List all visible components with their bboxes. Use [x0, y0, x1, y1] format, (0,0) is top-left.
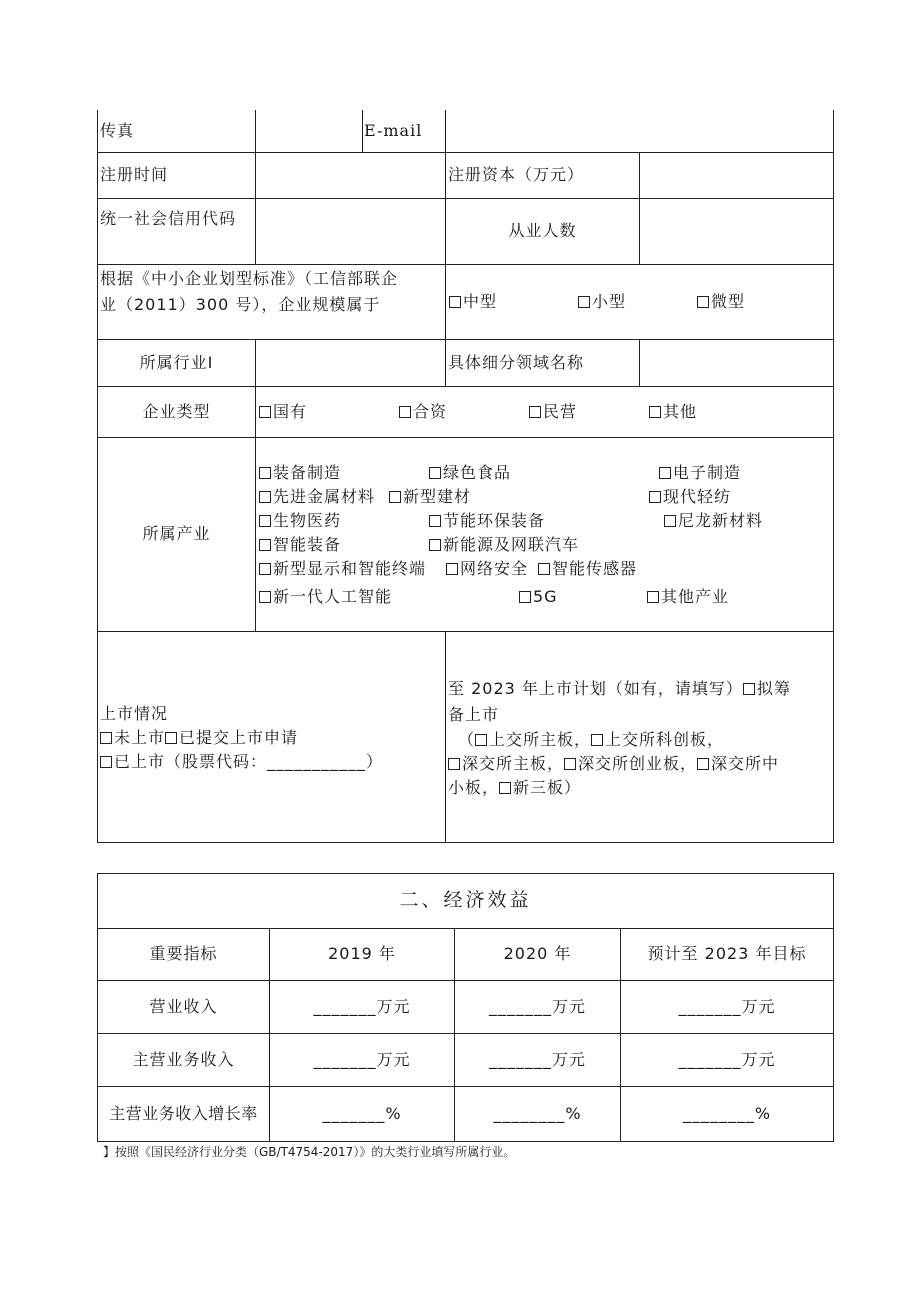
industry-label: 所属行业Ⅰ — [139, 353, 214, 372]
credit-code-label: 统一社会信用代码 — [100, 209, 237, 228]
stock-code-field[interactable]: ___________ — [267, 752, 367, 771]
checkbox-icon — [499, 782, 511, 794]
subfield-field[interactable] — [640, 340, 832, 385]
sector-option[interactable]: 新一代人工智能 — [259, 585, 392, 609]
listing-option-listed[interactable]: 已上市（股票代码：___________） — [100, 750, 383, 774]
sector-option[interactable]: 绿色食品 — [429, 461, 511, 485]
email-label: E-mail — [364, 121, 423, 140]
header-2019: 2019 年 — [328, 944, 396, 963]
employees-field[interactable] — [640, 199, 832, 263]
checkbox-icon — [519, 591, 531, 603]
fax-label: 传真 — [100, 121, 135, 140]
checkbox-icon — [697, 296, 709, 308]
industry-field[interactable] — [256, 340, 444, 385]
checkbox-icon — [649, 406, 661, 418]
checkbox-icon — [100, 732, 112, 744]
checkbox-icon — [446, 563, 458, 575]
checkbox-icon — [399, 406, 411, 418]
checkbox-icon — [100, 756, 112, 768]
plan-option-sse-main[interactable]: 上交所主板， — [475, 730, 591, 749]
checkbox-icon — [389, 491, 401, 503]
row-label-revenue: 营业收入 — [149, 997, 218, 1016]
checkbox-icon — [475, 734, 487, 746]
fax-field[interactable] — [256, 111, 361, 151]
employees-label: 从业人数 — [508, 221, 577, 240]
checkbox-icon — [429, 539, 441, 551]
sector-option[interactable]: 新型建材 — [389, 485, 471, 509]
row-label-growth-rate: 主营业务收入增长率 — [109, 1104, 258, 1123]
credit-code-field[interactable] — [256, 199, 444, 263]
plan-option-neeq[interactable]: 新三板） — [499, 778, 581, 797]
sector-option[interactable]: 5G — [519, 585, 558, 609]
checkbox-icon — [578, 296, 590, 308]
sector-option[interactable]: 其他产业 — [647, 585, 729, 609]
checkbox-icon — [429, 515, 441, 527]
cell-growth-2020[interactable]: ________% — [493, 1104, 582, 1123]
listing-option-unlisted[interactable]: 未上市 — [100, 728, 165, 747]
registration-time-field[interactable] — [256, 153, 444, 197]
plan-option-sse-star[interactable]: 上交所科创板， — [591, 730, 724, 749]
scale-option-micro[interactable]: 微型 — [697, 290, 745, 314]
checkbox-icon — [259, 491, 271, 503]
sector-option[interactable]: 新能源及网联汽车 — [429, 533, 579, 557]
plan-option-szse-main[interactable]: 深交所主板， — [448, 754, 564, 773]
checkbox-icon — [259, 467, 271, 479]
sector-option[interactable]: 先进金属材料 — [259, 485, 375, 509]
checkbox-icon — [259, 563, 271, 575]
checkbox-icon — [649, 491, 661, 503]
checkbox-icon — [165, 732, 177, 744]
row-label-main-revenue: 主营业务收入 — [132, 1050, 235, 1069]
checkbox-icon — [664, 515, 676, 527]
enterprise-type-label: 企业类型 — [142, 402, 211, 421]
cell-growth-2019[interactable]: _______% — [322, 1104, 402, 1123]
cell-main-revenue-2020[interactable]: _______万元 — [488, 1050, 586, 1069]
cell-growth-2023[interactable]: ________% — [682, 1104, 772, 1123]
listing-plan-line1: 至 2023 年上市计划（如有，请填写） 拟筹 — [448, 679, 791, 698]
cell-revenue-2020[interactable]: _______万元 — [488, 997, 586, 1016]
sector-option[interactable]: 智能装备 — [259, 533, 341, 557]
checkbox-icon — [448, 758, 460, 770]
scale-label-line1: 根据《中小企业划型标准》（工信部联企 — [100, 269, 399, 288]
footnote: 】按照《国民经济行业分类（GB/T4754-2017）》的大类行业填写所属行业。 — [103, 1145, 516, 1159]
sector-option[interactable]: 智能传感器 — [538, 557, 637, 581]
checkbox-icon — [529, 406, 541, 418]
scale-option-medium[interactable]: 中型 — [449, 290, 497, 314]
listing-plan-line5: 小板， 新三板） — [448, 778, 582, 797]
sector-option[interactable]: 现代轻纺 — [649, 485, 731, 509]
registration-time-label: 注册时间 — [100, 165, 169, 184]
checkbox-icon — [647, 591, 659, 603]
listing-plan-line2: 备上市 — [448, 705, 500, 724]
type-option-state[interactable]: 国有 — [259, 400, 307, 424]
cell-revenue-2023[interactable]: _______万元 — [678, 997, 776, 1016]
cell-revenue-2019[interactable]: _______万元 — [313, 997, 411, 1016]
checkbox-icon — [429, 467, 441, 479]
type-option-private[interactable]: 民营 — [529, 400, 577, 424]
plan-option-prepare[interactable]: 拟筹 — [743, 679, 791, 698]
checkbox-icon — [697, 758, 709, 770]
listing-label: 上市情况 — [100, 704, 169, 723]
checkbox-icon — [449, 296, 461, 308]
checkbox-icon — [259, 591, 271, 603]
cell-main-revenue-2019[interactable]: _______万元 — [313, 1050, 411, 1069]
listing-option-applied[interactable]: 已提交上市申请 — [165, 728, 298, 747]
scale-label-line2: 业（2011）300 号），企业规模属于 — [100, 295, 381, 314]
sector-label: 所属产业 — [142, 524, 211, 543]
registered-capital-field[interactable] — [640, 153, 832, 197]
plan-option-szse-sme[interactable]: 深交所中 — [697, 754, 779, 773]
checkbox-icon — [259, 406, 271, 418]
header-2020: 2020 年 — [503, 944, 572, 963]
sector-option[interactable]: 新型显示和智能终端 — [259, 557, 426, 581]
header-2023-target: 预计至 2023 年目标 — [647, 944, 807, 963]
checkbox-icon — [743, 683, 755, 695]
cell-main-revenue-2023[interactable]: _______万元 — [678, 1050, 776, 1069]
checkbox-icon — [538, 563, 550, 575]
sector-option[interactable]: 节能环保装备 — [429, 509, 545, 533]
scale-option-small[interactable]: 小型 — [578, 290, 626, 314]
registered-capital-label: 注册资本（万元） — [448, 165, 585, 184]
plan-option-szse-gem[interactable]: 深交所创业板， — [564, 754, 697, 773]
type-option-joint[interactable]: 合资 — [399, 400, 447, 424]
checkbox-icon — [659, 467, 671, 479]
checkbox-icon — [564, 758, 576, 770]
listing-plan-line3: （ 上交所主板， 上交所科创板， — [458, 730, 725, 749]
section-title: 二、经济效益 — [399, 889, 532, 911]
sector-option[interactable]: 生物医药 — [259, 509, 341, 533]
listing-status-options — [100, 726, 298, 750]
sector-option[interactable]: 电子制造 — [659, 461, 741, 485]
checkbox-icon — [259, 539, 271, 551]
type-option-other[interactable]: 其他 — [649, 400, 697, 424]
email-field[interactable] — [446, 111, 832, 151]
listing-plan-line4 — [448, 752, 779, 776]
subfield-label: 具体细分领域名称 — [448, 353, 585, 372]
checkbox-icon — [259, 515, 271, 527]
sector-option[interactable]: 网络安全 — [446, 557, 528, 581]
sector-option[interactable]: 尼龙新材料 — [664, 509, 763, 533]
sector-option[interactable]: 装备制造 — [259, 461, 341, 485]
checkbox-icon — [591, 734, 603, 746]
header-indicator: 重要指标 — [149, 944, 218, 963]
